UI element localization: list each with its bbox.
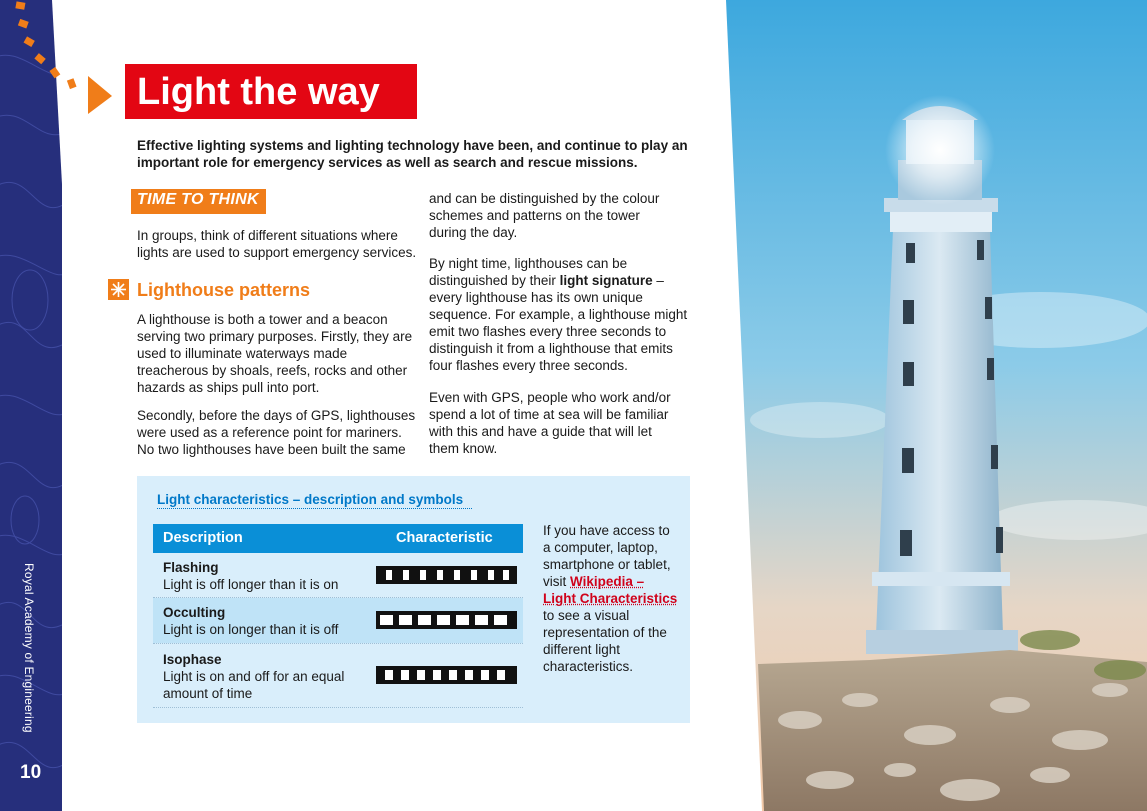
side-note-end: to see a visual representation of the different light characteristics. — [543, 608, 667, 674]
lighthouse-col2-para-1: and can be distinguished by the colour schemes and patterns on the tower during the day. — [429, 191, 660, 240]
row-occulting-text: Light is on longer than it is off — [163, 622, 339, 637]
light-signature-term: light signature — [559, 273, 653, 288]
wikipedia-link[interactable]: Wikipedia – Light Characteristics — [543, 574, 678, 606]
light-characteristics-title: Light characteristics – description and symbols — [157, 492, 464, 507]
side-note — [543, 522, 678, 675]
time-to-think-text: In groups, think of different situations where lights are used to support emergency services. — [137, 228, 417, 260]
lighthouse-patterns-heading: Lighthouse patterns — [137, 280, 311, 300]
page-number: 10 — [20, 762, 42, 783]
row-separator — [153, 707, 523, 708]
time-to-think-label: TIME TO THINK — [137, 191, 259, 208]
isophase-symbol — [376, 666, 517, 684]
lighthouse-col2-para-3: Even with GPS, people who work and/or spend a lot of time at sea will be familiar with this and have a guide that will let them know. — [429, 390, 671, 456]
intro-text: Effective lighting systems and lighting technology have been, and continue to play an important role for emergency services as well as search and rescue missions. — [137, 138, 688, 170]
row-isophase-text: Light is on and off for an equal amount of time — [163, 669, 345, 701]
row-flashing-name: Flashing — [163, 560, 219, 575]
occulting-symbol — [376, 611, 517, 629]
row-separator — [153, 643, 523, 644]
title-underline — [157, 508, 472, 509]
header-characteristic: Characteristic — [396, 530, 493, 546]
row-isophase-name: Isophase — [163, 652, 222, 667]
burst-icon — [108, 279, 129, 300]
flashing-symbol — [376, 566, 517, 584]
col2-para2-end: – every lighthouse has its own unique sequence. For example, a lighthouse might emit two flashes every three seconds to distinguish it from a lighthouse that emits four flashes every three seconds. — [429, 273, 688, 373]
page-title: Light the way — [137, 71, 380, 113]
time-to-think-badge — [131, 189, 266, 214]
lighthouse-para-1: A lighthouse is both a tower and a beacon serving two primary purposes. Firstly, they are used to illuminate waterways made treacherous by shoals, reefs, rocks and other hazards as ships pull into port. — [137, 312, 413, 395]
sidebar-label: Royal Academy of Engineering — [22, 563, 36, 733]
lighthouse-para-2: Secondly, before the days of GPS, lighthouses were used as a reference point for mariners. No two lighthouses have been built the same — [137, 408, 416, 457]
row-flashing-text: Light is off longer than it is on — [163, 577, 339, 592]
header-description: Description — [163, 530, 243, 546]
lighthouse-col2-para-2 — [429, 255, 694, 374]
col2-para2-start: By night time, lighthouses can be distinguished by their — [429, 256, 628, 288]
side-note-start: If you have access to a computer, laptop, smartphone or tablet, visit — [543, 523, 671, 589]
row-occulting-name: Occulting — [163, 605, 226, 620]
